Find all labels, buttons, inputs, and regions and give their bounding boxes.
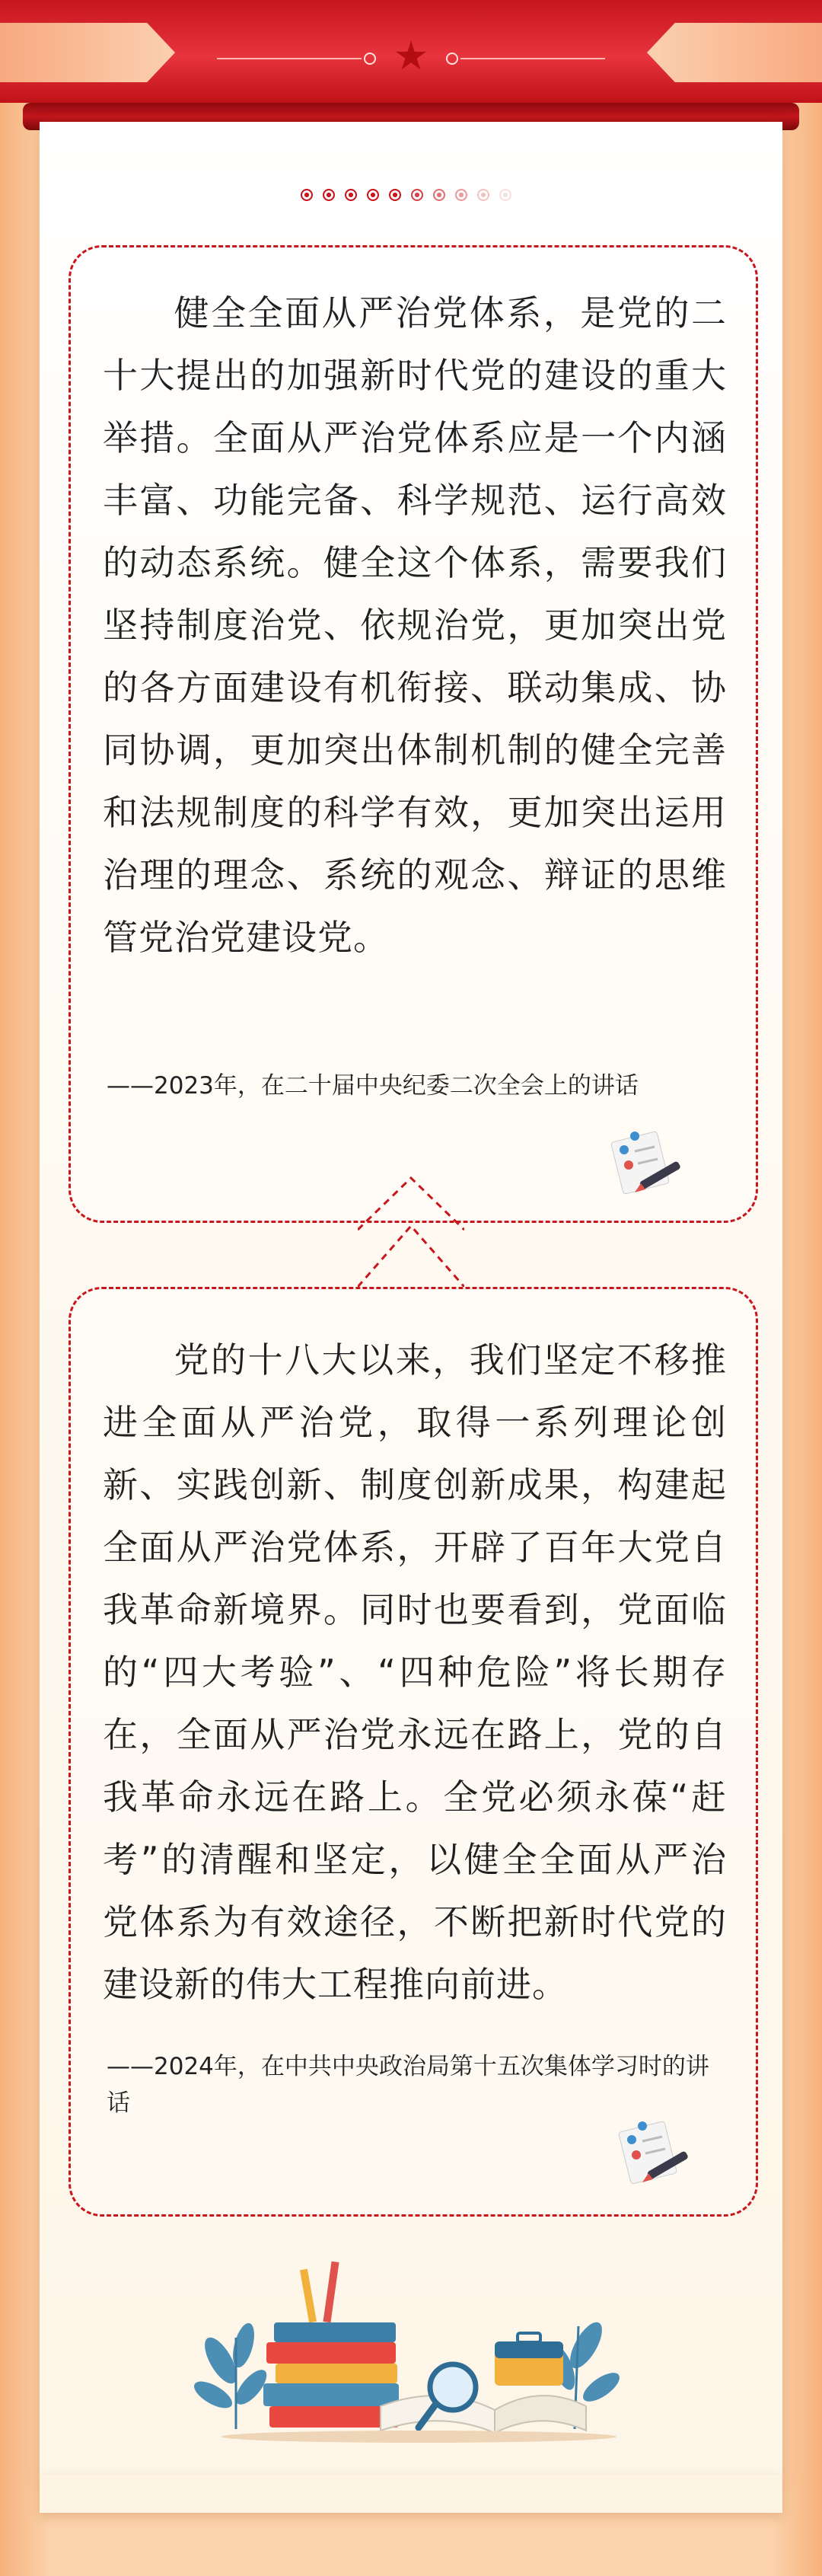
quote-1-source: ——2023年，在二十届中央纪委二次全会上的讲话 xyxy=(107,1072,639,1100)
quote-1-text xyxy=(103,282,727,969)
pager-dot[interactable] xyxy=(411,189,423,201)
books-stack-icon xyxy=(190,2254,632,2444)
star-icon: ★ xyxy=(393,34,429,79)
pager-dot[interactable] xyxy=(477,189,489,201)
pager-dot[interactable] xyxy=(389,189,401,201)
pager-dot[interactable] xyxy=(499,189,511,201)
paper-bottom-edge xyxy=(40,2475,782,2513)
banner-line-left xyxy=(217,58,362,59)
pager-dot[interactable] xyxy=(301,189,313,201)
banner-line-right xyxy=(460,58,605,59)
quote-2-body: 党的十八大以来，我们坚定不移推进全面从严治党，取得一系列理论创新、实践创新、制度创新成果，构建起全面从严治党体系，开辟了百年大党自我革命新境界。同时也要看到，党面临的“四大考验”、“四种危险”将长期存在，全面从严治党永远在路上，党的自我革命永远在路上。全党必须永葆“赶考”的清醒和坚定，以健全全面从严治党体系为有效途径，不断把新时代党的建设新的伟大工程推向前进。 xyxy=(103,1339,727,2005)
pager-dots xyxy=(301,189,529,206)
speech-notch-down xyxy=(358,1218,464,1287)
banner-left-wing xyxy=(0,23,175,82)
quote-2-text xyxy=(103,1329,727,2016)
pager-dot[interactable] xyxy=(433,189,445,201)
pager-dot[interactable] xyxy=(455,189,467,201)
quote-1-body: 健全全面从严治党体系，是党的二十大提出的加强新时代党的建设的重大举措。全面从严治党体系应是一个内涵丰富、功能完备、科学规范、运行高效的动态系统。健全这个体系，需要我们坚持制度治党、依规治党，更加突出党的各方面建设有机衔接、联动集成、协同协调，更加突出体制机制的健全完善和法规制度的科学有效，更加突出运用治理的理念、系统的观念、辩证的思维管党治党建设党。 xyxy=(103,292,727,958)
banner-dot-right xyxy=(446,53,458,65)
checklist-pen-icon xyxy=(609,2109,693,2193)
pager-dot[interactable] xyxy=(323,189,335,201)
quote-2-source: ——2024年，在中共中央政治局第十五次集体学习时的讲话 xyxy=(107,2053,709,2117)
pager-dot[interactable] xyxy=(367,189,379,201)
pager-dot[interactable] xyxy=(345,189,357,201)
top-banner xyxy=(0,0,822,103)
banner-dot-left xyxy=(364,53,376,65)
banner-right-wing xyxy=(647,23,822,82)
checklist-pen-icon xyxy=(601,1119,685,1203)
